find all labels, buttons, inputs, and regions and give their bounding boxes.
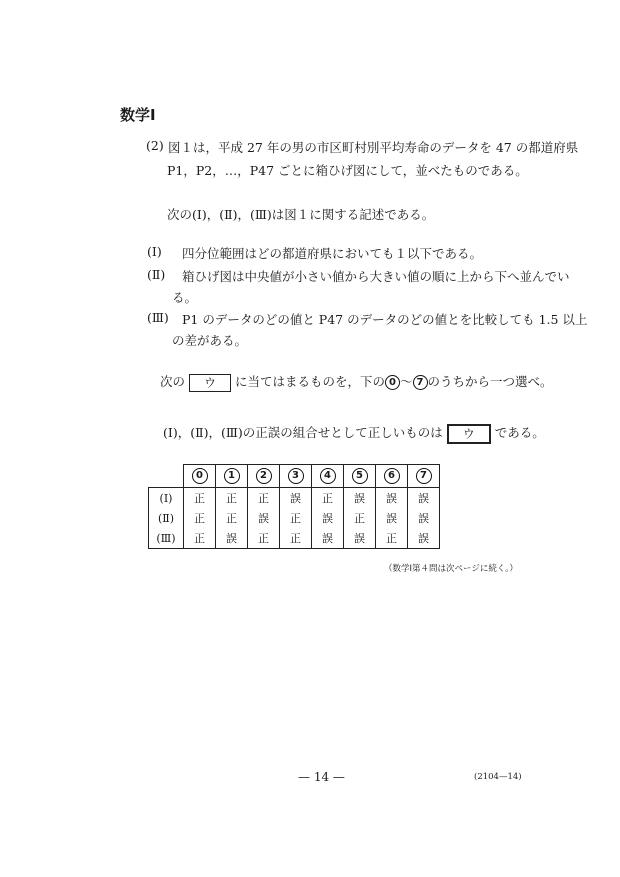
statement-1-label: (Ⅰ) bbox=[147, 244, 162, 259]
question-post: である。 bbox=[494, 425, 545, 440]
section-title: 数学Ⅰ bbox=[120, 106, 156, 124]
table-cell: 正 bbox=[248, 528, 280, 549]
statement-3-label: (Ⅲ) bbox=[147, 310, 169, 325]
choice-7-icon: 7 bbox=[416, 468, 432, 484]
table-row bbox=[149, 488, 440, 509]
table-header-cell bbox=[312, 465, 344, 488]
table-cell: 正 bbox=[248, 488, 280, 509]
row-label: (Ⅰ) bbox=[149, 488, 184, 509]
table-header-row bbox=[149, 465, 440, 488]
choice-5-icon: 5 bbox=[352, 468, 368, 484]
instruction-post: のうちから一つ選べ。 bbox=[427, 374, 553, 389]
table-cell: 正 bbox=[312, 488, 344, 509]
intro-line-1: 図１は，平成 27 年の男の市区町村別平均寿命のデータを 47 の都道府県 bbox=[168, 140, 579, 155]
statements-lead: 次の(Ⅰ)，(Ⅱ)，(Ⅲ)は図１に関する記述である。 bbox=[167, 207, 435, 222]
page-number: — 14 — bbox=[298, 770, 345, 784]
instruction-pre: 次の bbox=[160, 374, 186, 389]
problem-number: (2) bbox=[146, 138, 164, 153]
table-cell: 正 bbox=[184, 528, 216, 549]
choice-end-icon: 7 bbox=[413, 375, 428, 390]
answer-choices-table bbox=[148, 464, 440, 549]
statement-3-text-cont: の差がある。 bbox=[172, 333, 248, 348]
question bbox=[163, 423, 545, 444]
table-cell: 誤 bbox=[312, 528, 344, 549]
row-label: (Ⅱ) bbox=[149, 508, 184, 528]
statement-2-text: 箱ひげ図は中央値が小さい値から大きい値の順に上から下へ並んでい bbox=[182, 269, 570, 284]
table-header-cell bbox=[216, 465, 248, 488]
table-cell: 正 bbox=[344, 508, 376, 528]
table-header-cell bbox=[376, 465, 408, 488]
row-label: (Ⅲ) bbox=[149, 528, 184, 549]
page-code: (2104—14) bbox=[474, 772, 522, 782]
instruction bbox=[160, 372, 553, 392]
choice-start-icon: 0 bbox=[385, 375, 400, 390]
table-cell: 正 bbox=[376, 528, 408, 549]
table-cell: 正 bbox=[280, 508, 312, 528]
choice-3-icon: 3 bbox=[288, 468, 304, 484]
table-cell: 誤 bbox=[344, 528, 376, 549]
table-cell: 誤 bbox=[408, 528, 440, 549]
table-header-cell bbox=[344, 465, 376, 488]
table-cell: 誤 bbox=[376, 508, 408, 528]
table-cell: 正 bbox=[216, 488, 248, 509]
choice-4-icon: 4 bbox=[320, 468, 336, 484]
choice-1-icon: 1 bbox=[224, 468, 240, 484]
statement-1-text: 四分位範囲はどの都道府県においても１以下である。 bbox=[182, 246, 483, 261]
statement-2-label: (Ⅱ) bbox=[147, 267, 166, 282]
table-header-cell bbox=[184, 465, 216, 488]
table-row bbox=[149, 508, 440, 528]
table-row bbox=[149, 528, 440, 549]
question-pre: (Ⅰ)，(Ⅱ)，(Ⅲ)の正誤の組合せとして正しいものは bbox=[163, 425, 443, 440]
table-cell: 誤 bbox=[280, 488, 312, 509]
table-cell: 誤 bbox=[408, 508, 440, 528]
table-header-cell bbox=[280, 465, 312, 488]
instruction-tilde: ～ bbox=[400, 374, 413, 389]
table-header-cell bbox=[248, 465, 280, 488]
table-cell: 正 bbox=[280, 528, 312, 549]
answer-box-u: ウ bbox=[189, 374, 231, 392]
choice-0-icon: 0 bbox=[192, 468, 208, 484]
answer-box-u-question: ウ bbox=[447, 424, 491, 444]
statement-3-text: P1 のデータのどの値と P47 のデータのどの値とを比較しても 1.5 以上 bbox=[182, 312, 588, 327]
table-cell: 正 bbox=[184, 488, 216, 509]
table-cell: 誤 bbox=[248, 508, 280, 528]
table-cell: 誤 bbox=[312, 508, 344, 528]
choice-2-icon: 2 bbox=[256, 468, 272, 484]
continue-note: （数学Ⅰ第４問は次ページに続く。） bbox=[384, 564, 518, 574]
choice-6-icon: 6 bbox=[384, 468, 400, 484]
table-cell: 誤 bbox=[216, 528, 248, 549]
statement-2-text-cont: る。 bbox=[172, 290, 198, 305]
instruction-mid: に当てはまるものを，下の bbox=[235, 374, 386, 389]
table-header-cell bbox=[408, 465, 440, 488]
table-cell: 正 bbox=[216, 508, 248, 528]
table-cell: 誤 bbox=[376, 488, 408, 509]
intro-line-2: P1，P2，…，P47 ごとに箱ひげ図にして，並べたものである。 bbox=[167, 163, 528, 178]
table-cell: 誤 bbox=[408, 488, 440, 509]
table-corner bbox=[149, 465, 184, 488]
table-cell: 誤 bbox=[344, 488, 376, 509]
table-cell: 正 bbox=[184, 508, 216, 528]
